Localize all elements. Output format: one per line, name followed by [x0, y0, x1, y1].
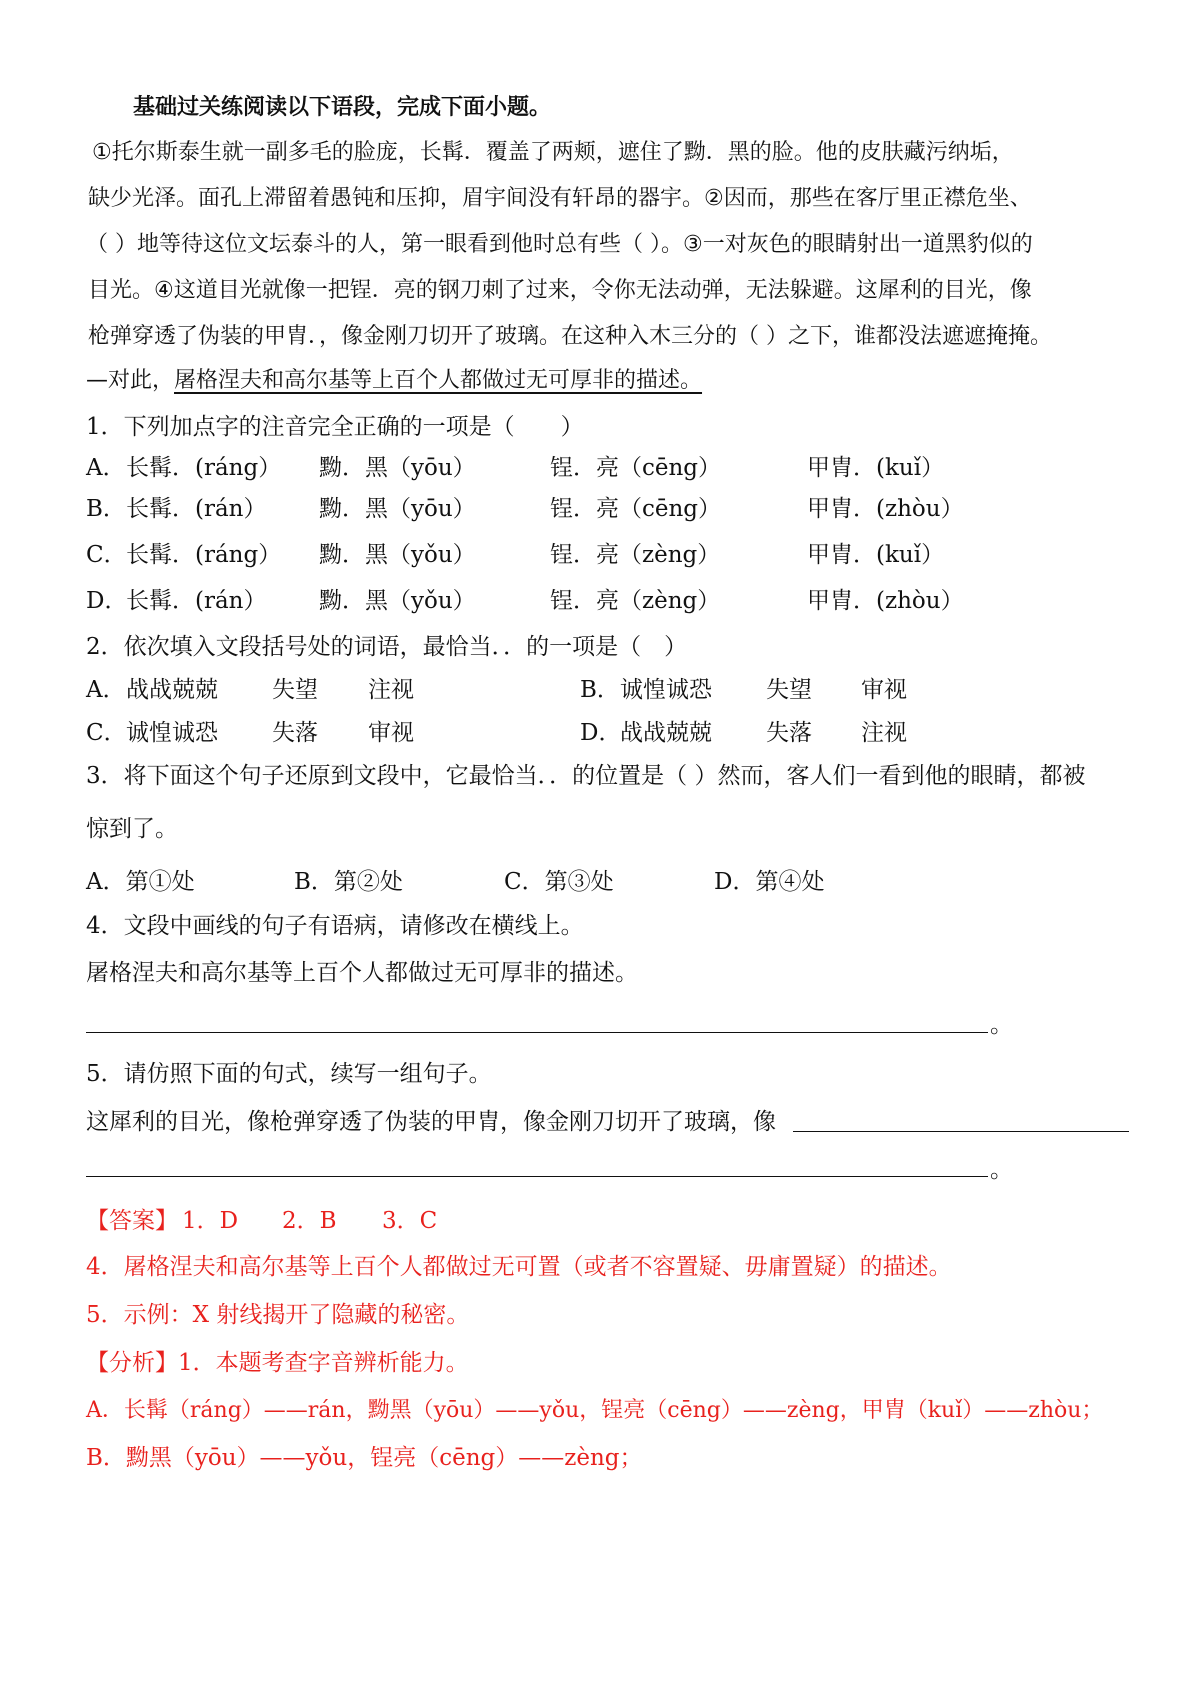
analysis-line-1: 【分析】1．本题考查字音辨析能力。 [86, 1350, 469, 1376]
analysis-line-2: A．长髯（ráng）——rán，黝黑（yōu）——yǒu，锃亮（cēng）——zèng，甲胄（kuǐ）——zhòu； [86, 1398, 1104, 1423]
answer-3: 3．C [382, 1208, 438, 1234]
answer-label: 【答案】 [86, 1208, 178, 1234]
q5-stem: 5．请仿照下面的句式，续写一组句子。 [86, 1061, 492, 1087]
passage-line-2: 缺少光泽。面孔上滞留着愚钝和压抑，眉宇间没有轩昂的器宇。②因而，那些在客厅里正襟危坐、 [88, 186, 1032, 211]
section-title: 基础过关练阅读以下语段，完成下面小题。 [133, 94, 552, 120]
q1-option-c: C． 长髯．(ráng） 黝．黑（yǒu） 锃．亮（zèng） 甲胄．(kuǐ） [86, 542, 945, 568]
answer-1: 1．D [182, 1208, 239, 1234]
q1-option-a: A． 长髯．(ráng） 黝．黑（yōu） 锃．亮（cēng） 甲胄．(kuǐ） [86, 455, 945, 481]
passage-line-4: 目光。④这道目光就像一把锃．亮的钢刀刺了过来，令你无法动弹，无法躲避。这犀利的目光，像 [88, 278, 1032, 303]
q1-stem: 1．下列加点字的注音完全正确的一项是（ ） [86, 414, 584, 440]
passage-line-6 [86, 366, 702, 396]
answer-line-1 [86, 1206, 1086, 1236]
answer-4: 4．屠格涅夫和高尔基等上百个人都做过无可置（或者不容置疑、毋庸置疑）的描述。 [86, 1254, 952, 1280]
q2-options-row-1: A． 战战兢兢 失望 注视 B． 诚惶诚恐 失望 审视 [86, 677, 907, 703]
passage-line-3: （ ）地等待这位文坛泰斗的人，第一眼看到他时总有些（ ）。③一对灰色的眼睛射出一道黑豹似的 [86, 232, 1033, 257]
q5-end-mark: 。 [990, 1157, 1013, 1183]
q1-option-d: D． 长髯．(rán） 黝．黑（yǒu） 锃．亮（zèng） 甲胄．(zhòu） [86, 588, 964, 614]
q3-stem-line-2: 惊到了。 [86, 816, 178, 842]
q1-option-b: B． 长髯．(rán） 黝．黑（yōu） 锃．亮（cēng） 甲胄．(zhòu） [86, 496, 964, 522]
q2-stem: 2．依次填入文段括号处的词语，最恰当．．的一项是（ ） [86, 634, 688, 660]
q3-options: A．第①处 B．第②处 C．第③处 D．第④处 [86, 869, 825, 895]
q5-answer-blank-2[interactable] [86, 1176, 988, 1177]
q3-stem-line-1: 3．将下面这个句子还原到文段中，它最恰当．．的位置是（ ）然而，客人们一看到他的眼睛，都被 [86, 763, 1086, 789]
q2-options-row-2: C． 诚惶诚恐 失落 审视 D． 战战兢兢 失落 注视 [86, 720, 907, 746]
q5-answer-blank-1[interactable] [793, 1131, 1129, 1132]
q4-end-mark: 。 [990, 1012, 1013, 1038]
q4-stem: 4．文段中画线的句子有语病，请修改在横线上。 [86, 913, 584, 939]
passage-line-1: ①托尔斯泰生就一副多毛的脸庞，长髯．覆盖了两颊，遮住了黝．黑的脸。他的皮肤藏污纳垢， [92, 140, 1014, 165]
underlined-sentence: 屠格涅夫和高尔基等上百个人都做过无可厚非的描述。 [174, 368, 703, 393]
passage-line-5: 枪弹穿透了伪装的甲胄．，像金刚刀切开了玻璃。在这种入木三分的（ ）之下，谁都没法遮遮掩掩。 [88, 324, 1052, 349]
q4-answer-blank[interactable] [86, 1032, 988, 1033]
passage-line-6-prefix: —对此， [86, 368, 175, 393]
answer-2: 2．B [282, 1208, 337, 1234]
analysis-line-3: B．黝黑（yōu）——yǒu，锃亮（cēng）——zèng； [86, 1445, 643, 1471]
answer-5: 5．示例：X 射线揭开了隐藏的秘密。 [86, 1302, 470, 1328]
q5-sentence: 这犀利的目光，像枪弹穿透了伪装的甲胄，像金刚刀切开了玻璃，像 [86, 1109, 776, 1135]
analysis-label: 【分析】 [86, 1350, 178, 1376]
q4-sentence: 屠格涅夫和高尔基等上百个人都做过无可厚非的描述。 [86, 960, 638, 986]
